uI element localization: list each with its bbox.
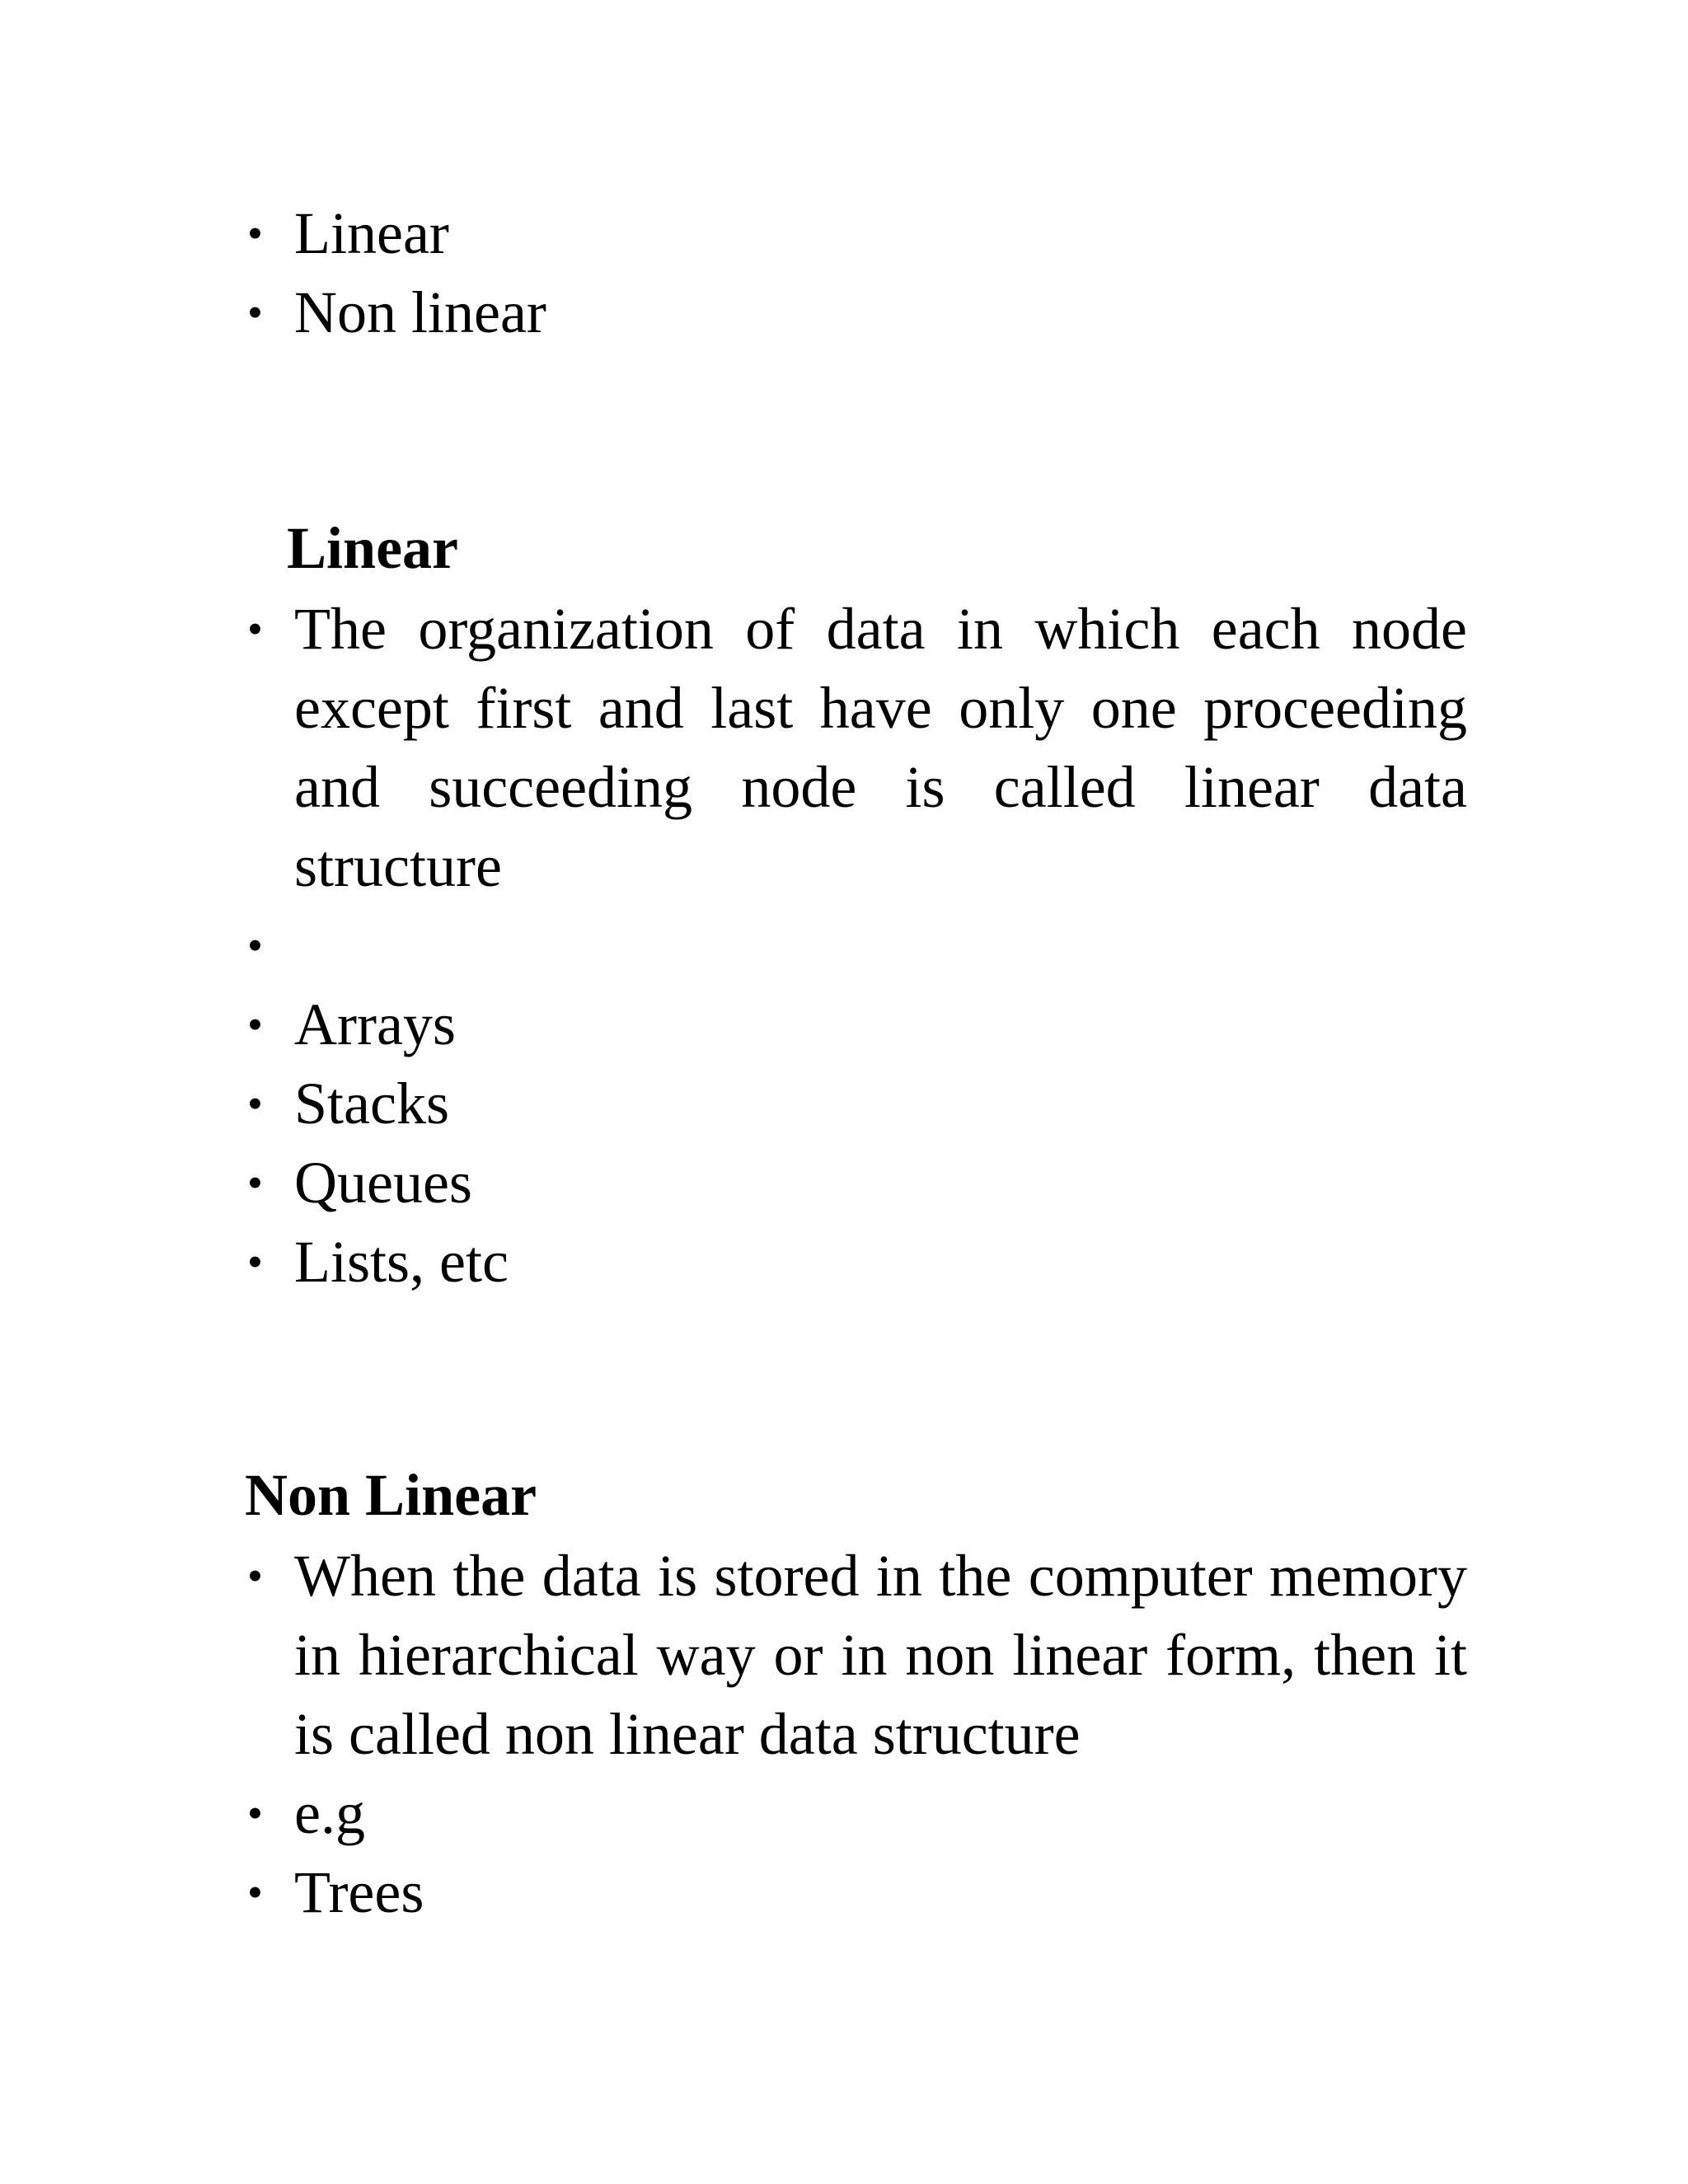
list-item (247, 589, 1467, 906)
list-item-text: Queues (294, 1150, 472, 1216)
section-heading-non-linear: Non Linear (245, 1462, 537, 1528)
list-item (247, 194, 1467, 273)
list-item (247, 985, 1467, 1064)
list-item (247, 1853, 1467, 1932)
list-item-text: e.g (294, 1780, 365, 1846)
list-item (247, 906, 1467, 985)
list-item (247, 273, 1467, 352)
list-item (247, 1143, 1467, 1222)
list-item-text (294, 906, 1467, 985)
list-item (247, 1774, 1467, 1853)
list-item-text: Trees (294, 1859, 424, 1925)
bullet-icon: • (247, 1551, 263, 1601)
list-item-text: The organization of data in which each node except first and last have only one proceeding and succeeding node is called linear data structure (294, 596, 1467, 899)
type-list (247, 194, 1467, 352)
bullet-icon: • (247, 209, 263, 258)
bullet-icon: • (247, 1868, 263, 1917)
list-item-text: Stacks (294, 1071, 449, 1137)
bullet-icon: • (247, 604, 263, 654)
bullet-icon: • (247, 1079, 263, 1128)
bullet-icon: • (247, 1000, 263, 1049)
bullet-icon: • (247, 1158, 263, 1207)
list-item-text: Arrays (294, 991, 456, 1057)
list-item (247, 1064, 1467, 1143)
list-item-text: Lists, etc (294, 1229, 509, 1295)
list-item (247, 1536, 1467, 1774)
bullet-icon: • (247, 1788, 263, 1838)
list-item-text: When the data is stored in the computer memory in hierarchical way or in non linear form, then it is called non linear data structure (294, 1543, 1467, 1767)
list-item-text: Non linear (294, 279, 546, 345)
linear-list (247, 589, 1467, 1301)
section-heading-linear: Linear (287, 515, 458, 581)
list-item-text: Linear (294, 200, 449, 266)
bullet-icon: • (247, 1237, 263, 1286)
non-linear-list (247, 1536, 1467, 1932)
bullet-icon: • (247, 921, 263, 970)
bullet-icon: • (247, 288, 263, 337)
list-item (247, 1222, 1467, 1301)
